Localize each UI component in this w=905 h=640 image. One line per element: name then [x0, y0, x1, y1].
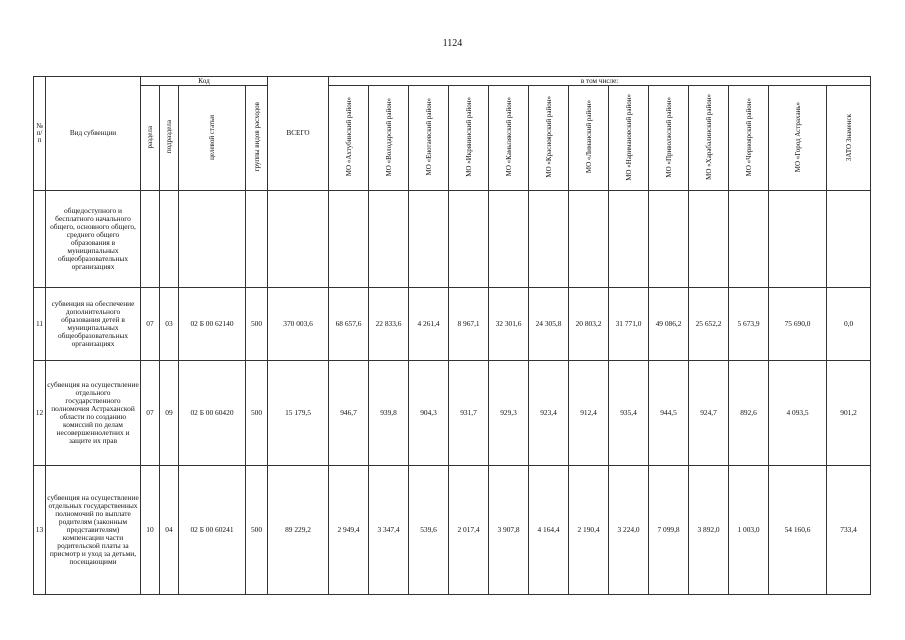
district-value: 924,7	[689, 361, 729, 466]
header-district: МО «Лиманский район»	[569, 86, 609, 191]
district-value: 4 093,5	[769, 361, 827, 466]
code-statya: 02 Б 00 62140	[179, 288, 246, 361]
subvention-name: субвенция на осуществление отдельного государственного полномочия Астраханской области по созданию комиссий по делам несовершеннолетних и защите их прав	[46, 361, 141, 466]
district-value	[729, 191, 769, 288]
district-value: 24 305,8	[529, 288, 569, 361]
header-district: МО «Ахтубинский район»	[329, 86, 369, 191]
district-value: 1 003,0	[729, 466, 769, 595]
code-statya: 02 Б 00 60420	[179, 361, 246, 466]
total-value: 370 003,6	[268, 288, 329, 361]
district-value: 923,4	[529, 361, 569, 466]
header-no: № п/п	[34, 77, 46, 191]
table-row	[34, 288, 871, 361]
district-value: 904,3	[409, 361, 449, 466]
code-razdel	[141, 191, 160, 288]
district-value	[609, 191, 649, 288]
row-number	[34, 191, 46, 288]
header-district: МО «Икрянинский район»	[449, 86, 489, 191]
header-code-vid: группы видов расходов	[246, 86, 268, 191]
subvention-name: субвенция на осуществление отдельных государственных полномочий по выплате родителям (законным представителям) компенсации части родительской платы за присмотр и уход за детьми, посещающими	[46, 466, 141, 595]
district-value	[329, 191, 369, 288]
table-row	[34, 466, 871, 595]
header-code-podrazdel: подраздела	[160, 86, 179, 191]
district-value: 539,6	[409, 466, 449, 595]
code-razdel: 10	[141, 466, 160, 595]
district-value: 7 099,8	[649, 466, 689, 595]
header-name: Вид субвенции	[46, 77, 141, 191]
district-value: 2 017,4	[449, 466, 489, 595]
district-value: 901,2	[827, 361, 871, 466]
district-value: 931,7	[449, 361, 489, 466]
district-value: 733,4	[827, 466, 871, 595]
district-value: 4 261,4	[409, 288, 449, 361]
row-number: 11	[34, 288, 46, 361]
table-row	[34, 361, 871, 466]
district-value: 54 160,6	[769, 466, 827, 595]
page-number: 1124	[442, 38, 463, 49]
code-vid: 500	[246, 288, 268, 361]
total-value	[268, 191, 329, 288]
district-value	[769, 191, 827, 288]
district-value: 20 803,2	[569, 288, 609, 361]
district-value	[449, 191, 489, 288]
district-value: 31 771,0	[609, 288, 649, 361]
district-value: 944,5	[649, 361, 689, 466]
district-value: 32 301,6	[489, 288, 529, 361]
district-value	[369, 191, 409, 288]
row-number: 13	[34, 466, 46, 595]
district-value: 0,0	[827, 288, 871, 361]
district-value: 49 086,2	[649, 288, 689, 361]
district-value	[569, 191, 609, 288]
district-value	[409, 191, 449, 288]
header-including-group: в том числе:	[329, 77, 871, 86]
code-razdel: 07	[141, 361, 160, 466]
total-value: 15 179,5	[268, 361, 329, 466]
district-value: 25 652,2	[689, 288, 729, 361]
subvention-name: общедоступного и бесплатного начального общего, основного общего, среднего общего образования в муниципальных общеобразовательных организациях	[46, 191, 141, 288]
header-code-group: Код	[141, 77, 268, 86]
header-district: МО «Володарский район»	[369, 86, 409, 191]
header-district: МО «Камызякский район»	[489, 86, 529, 191]
code-podrazdel	[160, 191, 179, 288]
district-value: 3 907,8	[489, 466, 529, 595]
header-code-razdel: раздела	[141, 86, 160, 191]
header-district: МО «Красноярский район»	[529, 86, 569, 191]
code-vid: 500	[246, 466, 268, 595]
district-value: 946,7	[329, 361, 369, 466]
district-value: 22 833,6	[369, 288, 409, 361]
header-district: МО «Приволжский район»	[649, 86, 689, 191]
district-value: 3 224,0	[609, 466, 649, 595]
total-value: 89 229,2	[268, 466, 329, 595]
district-value: 2 190,4	[569, 466, 609, 595]
table-row	[34, 191, 871, 288]
code-vid: 500	[246, 361, 268, 466]
code-podrazdel: 03	[160, 288, 179, 361]
district-value	[649, 191, 689, 288]
district-value: 935,4	[609, 361, 649, 466]
header-row-bottom	[34, 86, 871, 191]
code-razdel: 07	[141, 288, 160, 361]
subvention-table	[33, 76, 871, 595]
district-value	[489, 191, 529, 288]
district-value: 8 967,1	[449, 288, 489, 361]
code-podrazdel: 09	[160, 361, 179, 466]
subvention-name: субвенция на обеспечение дополнительного образования детей в муниципальных общеобразовательных организациях	[46, 288, 141, 361]
district-value: 912,4	[569, 361, 609, 466]
district-value: 4 164,4	[529, 466, 569, 595]
header-district: ЗАТО Знаменск	[827, 86, 871, 191]
header-district: МО «Харабалинский район»	[689, 86, 729, 191]
district-value: 68 657,6	[329, 288, 369, 361]
header-district: МО «Черноярский район»	[729, 86, 769, 191]
district-value: 2 949,4	[329, 466, 369, 595]
district-value: 75 690,0	[769, 288, 827, 361]
header-district: МО «Наримановский район»	[609, 86, 649, 191]
code-podrazdel: 04	[160, 466, 179, 595]
district-value: 939,8	[369, 361, 409, 466]
header-district: МО «Город Астрахань»	[769, 86, 827, 191]
row-number: 12	[34, 361, 46, 466]
header-code-statya: целевой статьи	[179, 86, 246, 191]
district-value: 3 892,0	[689, 466, 729, 595]
district-value	[689, 191, 729, 288]
header-row-top	[34, 77, 871, 86]
code-vid	[246, 191, 268, 288]
district-value: 5 673,9	[729, 288, 769, 361]
header-total: ВСЕГО	[268, 77, 329, 191]
code-statya	[179, 191, 246, 288]
district-value: 3 347,4	[369, 466, 409, 595]
district-value: 929,3	[489, 361, 529, 466]
header-district: МО «Енотаевский район»	[409, 86, 449, 191]
code-statya: 02 Б 00 60241	[179, 466, 246, 595]
district-value: 892,6	[729, 361, 769, 466]
district-value	[827, 191, 871, 288]
district-value	[529, 191, 569, 288]
